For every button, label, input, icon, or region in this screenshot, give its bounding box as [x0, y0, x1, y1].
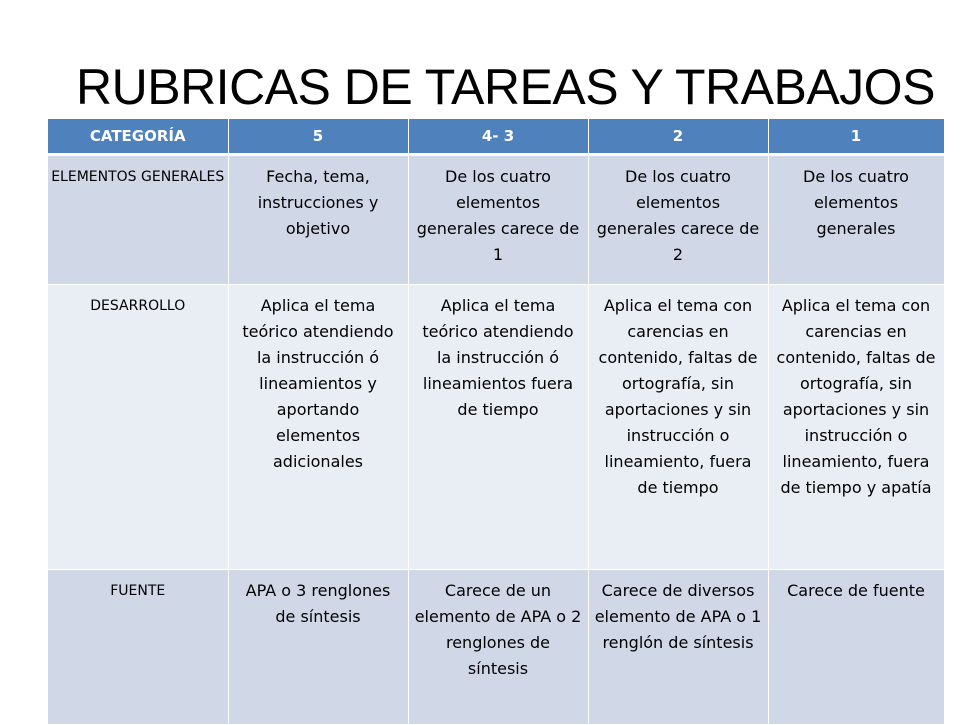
header-score-1: 1	[768, 119, 944, 155]
table-cell: Aplica el tema teórico atendiendo la instrucción ó lineamientos fuera de tiempo	[408, 285, 588, 570]
table-cell: APA o 3 renglones de síntesis	[228, 570, 408, 725]
table-cell: De los cuatro elementos generales carece de 2	[588, 155, 768, 285]
header-score-5: 5	[228, 119, 408, 155]
table-row-fuente	[48, 570, 944, 725]
header-row	[48, 119, 944, 155]
table-cell: Aplica el tema con carencias en contenido, faltas de ortografía, sin aportaciones y sin instrucción o lineamiento, fuera de tiempo	[588, 285, 768, 570]
table-cell: De los cuatro elementos generales	[768, 155, 944, 285]
table-cell: Carece de un elemento de APA o 2 renglones de síntesis	[408, 570, 588, 725]
header-score-2: 2	[588, 119, 768, 155]
header-categoria: CATEGORÍA	[48, 119, 228, 155]
header-score-4-3: 4- 3	[408, 119, 588, 155]
category-cell: FUENTE	[48, 570, 228, 725]
category-cell: ELEMENTOS GENERALES	[48, 155, 228, 285]
category-cell: DESARROLLO	[48, 285, 228, 570]
table-cell: Fecha, tema, instrucciones y objetivo	[228, 155, 408, 285]
rubric-table	[48, 119, 945, 725]
table-cell: Carece de diversos elemento de APA o 1 renglón de síntesis	[588, 570, 768, 725]
table-cell: Aplica el tema teórico atendiendo la instrucción ó lineamientos y aportando elementos adicionales	[228, 285, 408, 570]
table-row-desarrollo	[48, 285, 944, 570]
table-row-elementos-generales	[48, 155, 944, 285]
table-cell: De los cuatro elementos generales carece de 1	[408, 155, 588, 285]
slide-title: RUBRICAS DE TAREAS Y TRABAJOS	[76, 59, 935, 115]
table-cell: Carece de fuente	[768, 570, 944, 725]
table-cell: Aplica el tema con carencias en contenido, faltas de ortografía, sin aportaciones y sin instrucción o lineamiento, fuera de tiempo y apatía	[768, 285, 944, 570]
